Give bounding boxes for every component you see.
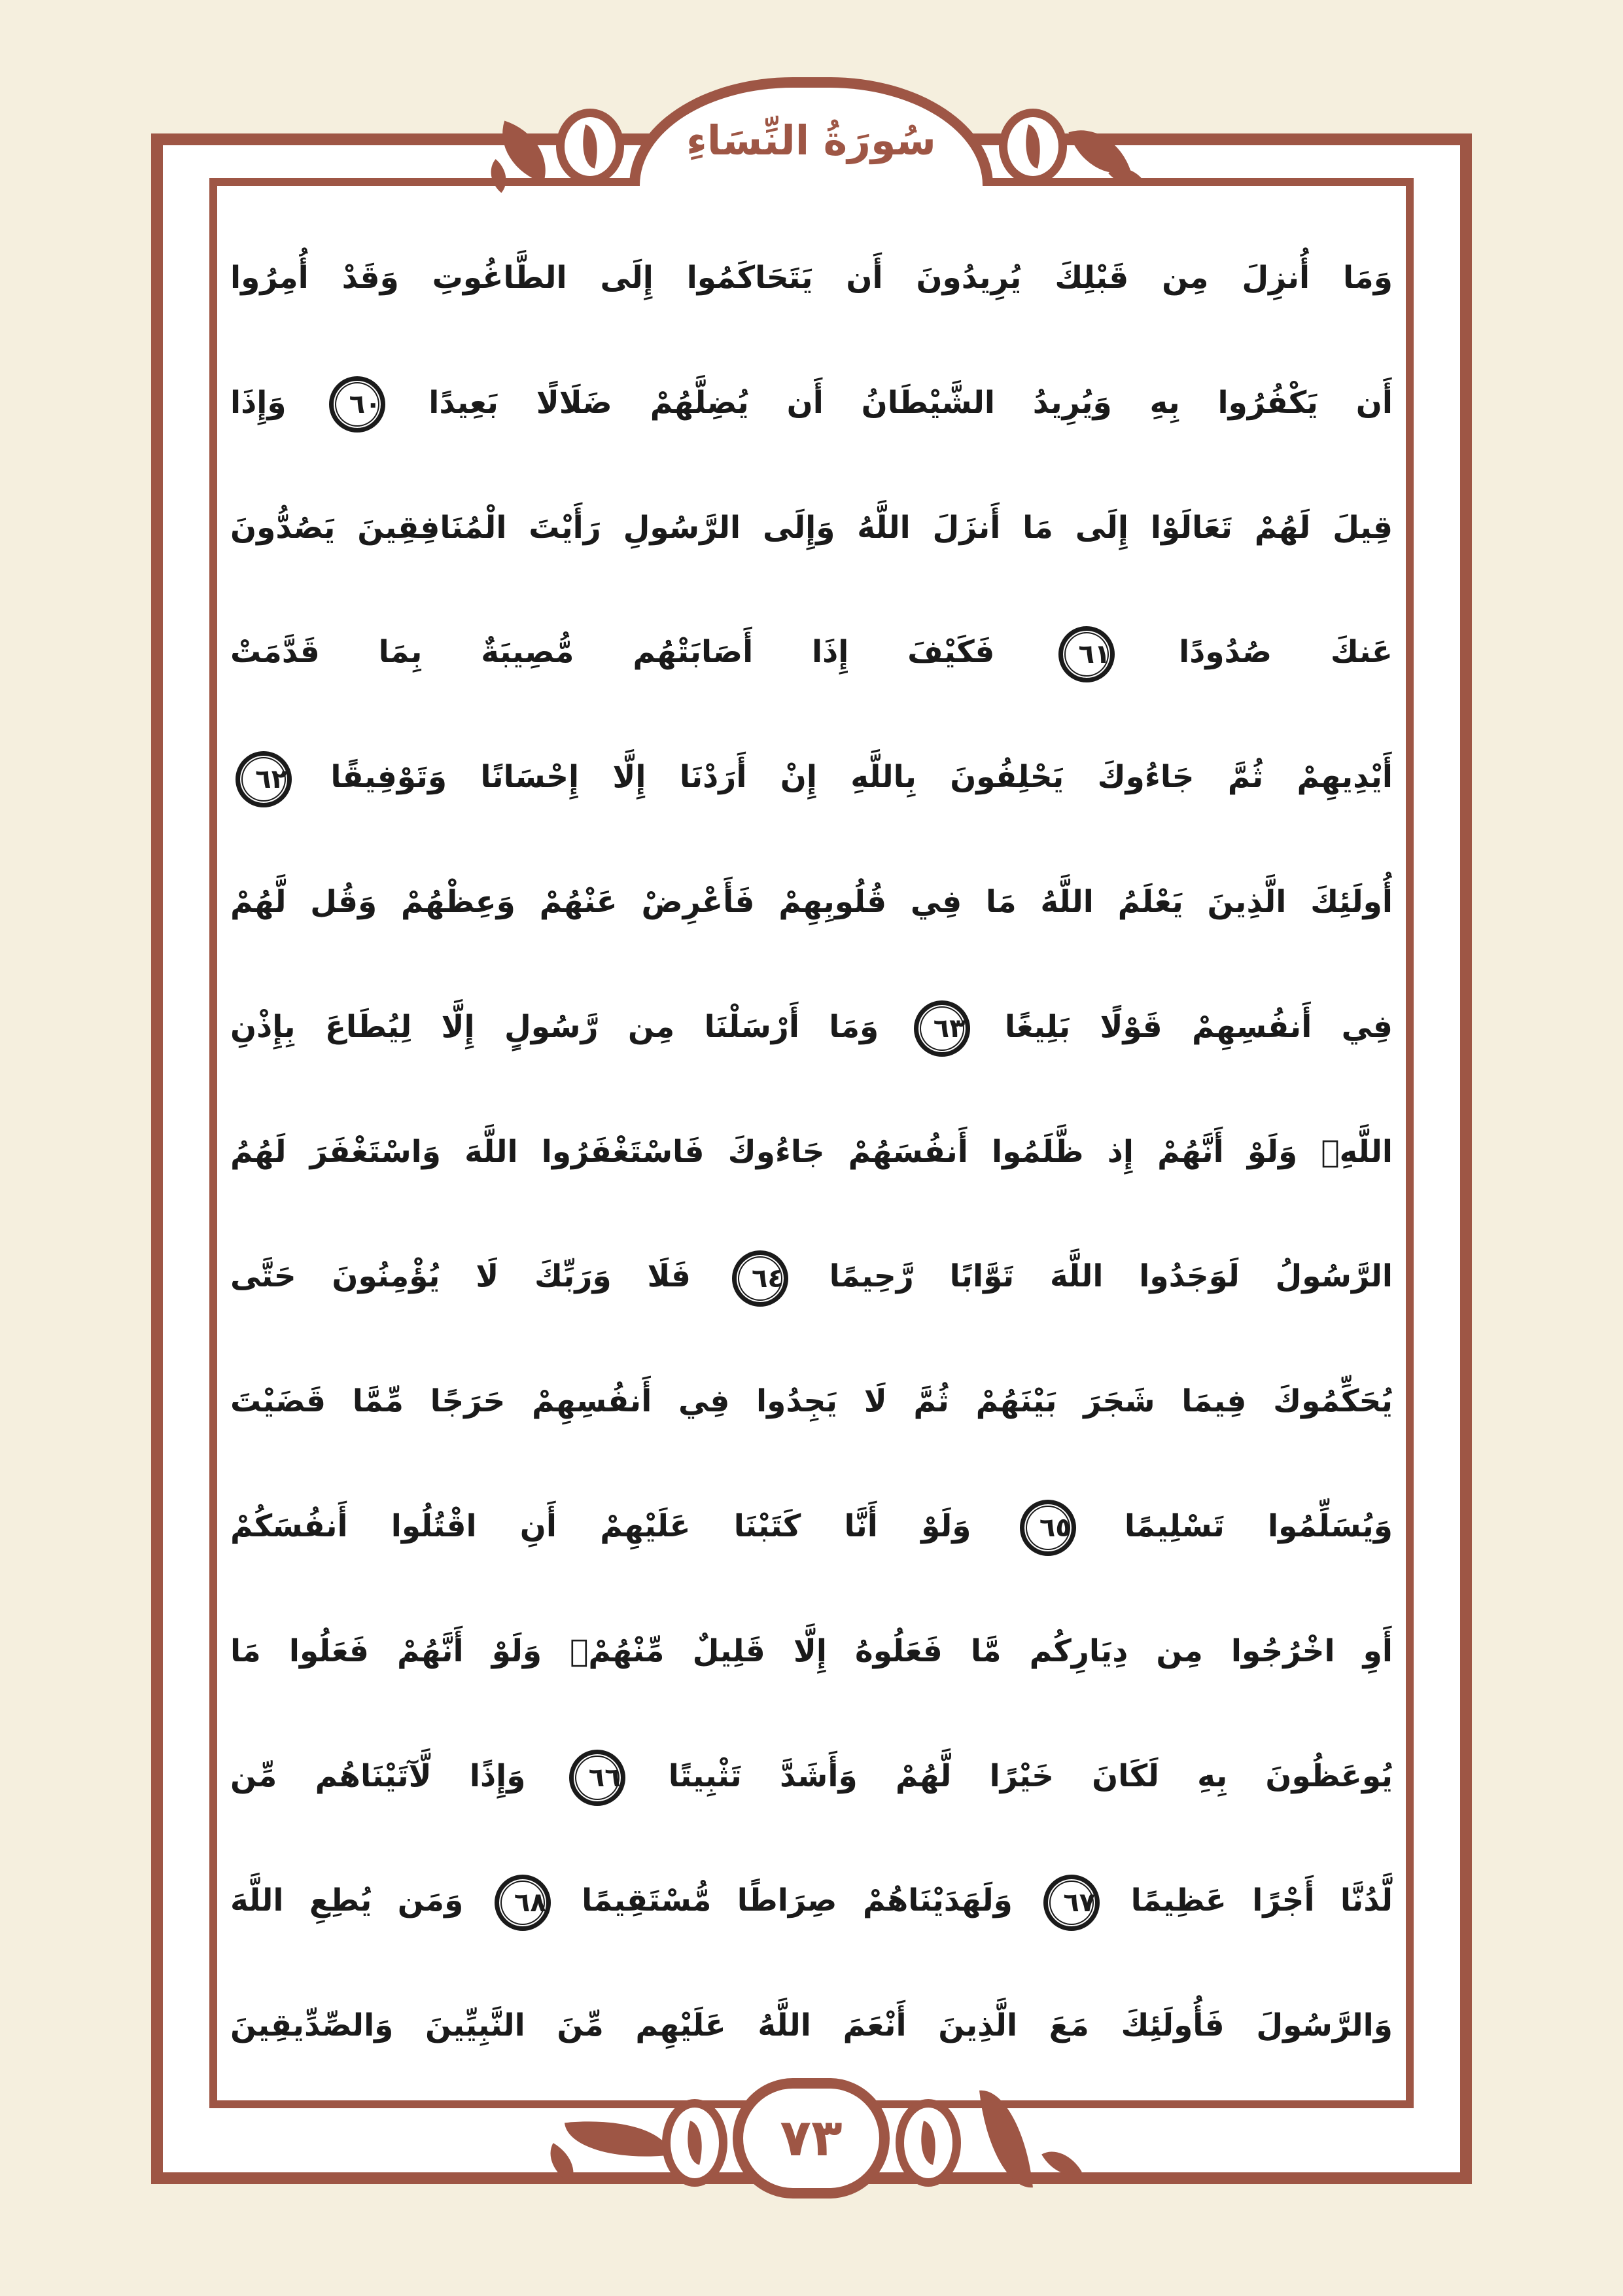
header-medallion-icon (999, 109, 1067, 185)
ayah-marker-٦٢: ٦٢ (236, 751, 292, 807)
quran-line-8 (230, 1090, 1393, 1215)
quran-text-segment: وَمَن يُطِعِ اللَّهَ (230, 1882, 464, 1919)
quran-line-3 (230, 466, 1393, 591)
ayah-marker-٦٨: ٦٨ (495, 1875, 551, 1931)
quran-text-segment: وَمَا أَرْسَلْنَا مِن رَّسُولٍ إِلَّا لِيُطَاعَ بِإِذْنِ (230, 1008, 879, 1045)
quran-line-14 (230, 1839, 1393, 1964)
quran-line-13 (230, 1714, 1393, 1839)
quran-text-block (230, 216, 1393, 2089)
quran-text-segment: فَكَيْفَ إِذَا أَصَابَتْهُم مُّصِيبَةٌ بِمَا قَدَّمَتْ (230, 634, 995, 671)
quran-line-10 (230, 1339, 1393, 1464)
quran-text-segment: اللَّهِۚ وَلَوْ أَنَّهُمْ إِذ ظَّلَمُوا أَنفُسَهُمْ جَاءُوكَ فَاسْتَغْفَرُوا اللَّهَ وَاسْتَغْفَرَ لَهُمُ (230, 1133, 1393, 1170)
quran-line-9 (230, 1214, 1393, 1339)
footer-medallion-icon (896, 2099, 961, 2187)
quran-text-segment: لَّدُنَّا أَجْرًا عَظِيمًا (1130, 1882, 1393, 1919)
quran-text-segment: عَنكَ صُدُودًا (1179, 634, 1393, 671)
quran-text-segment: وَإِذَا (230, 384, 287, 421)
page-number-cartouche (733, 2078, 890, 2199)
quran-text-segment: يُوعَظُونَ بِهِ لَكَانَ خَيْرًا لَّهُمْ وَأَشَدَّ تَثْبِيتًا (668, 1757, 1393, 1794)
quran-text-segment: أَن يَكْفُرُوا بِهِ وَيُرِيدُ الشَّيْطَانُ أَن يُضِلَّهُمْ ضَلَالًا بَعِيدًا (428, 384, 1393, 421)
quran-text-segment: يُحَكِّمُوكَ فِيمَا شَجَرَ بَيْنَهُمْ ثُمَّ لَا يَجِدُوا فِي أَنفُسِهِمْ حَرَجًا مِّمَّا قَضَيْتَ (230, 1383, 1393, 1420)
quran-line-2 (230, 341, 1393, 466)
quran-line-15 (230, 1964, 1393, 2089)
quran-text-segment: وَيُسَلِّمُوا تَسْلِيمًا (1124, 1508, 1393, 1544)
page-number: ٧٣ (780, 2109, 843, 2168)
header-medallion-icon (556, 109, 624, 185)
quran-line-6 (230, 840, 1393, 965)
quran-text-segment: وَإِذًا لَّآتَيْنَاهُم مِّن (230, 1757, 526, 1794)
ayah-marker-٦٧: ٦٧ (1043, 1875, 1100, 1931)
quran-text-segment: أُولَئِكَ الَّذِينَ يَعْلَمُ اللَّهُ مَا فِي قُلُوبِهِمْ فَأَعْرِضْ عَنْهُمْ وَعِظْهُمْ وَقُل لَّهُمْ (230, 883, 1393, 920)
ayah-marker-٦٥: ٦٥ (1020, 1500, 1076, 1556)
quran-line-1 (230, 216, 1393, 341)
quran-text-segment: أَيْدِيهِمْ ثُمَّ جَاءُوكَ يَحْلِفُونَ بِاللَّهِ إِنْ أَرَدْنَا إِلَّا إِحْسَانًا وَتَوْفِيقًا (330, 759, 1393, 796)
quran-line-7 (230, 965, 1393, 1090)
quran-text-segment: وَمَا أُنزِلَ مِن قَبْلِكَ يُرِيدُونَ أَن يَتَحَاكَمُوا إِلَى الطَّاغُوتِ وَقَدْ أُمِرُوا (230, 260, 1393, 296)
quran-line-4 (230, 590, 1393, 715)
ayah-marker-٦١: ٦١ (1058, 626, 1115, 682)
quran-text-segment: وَلَهَدَيْنَاهُمْ صِرَاطًا مُّسْتَقِيمًا (582, 1882, 1013, 1919)
quran-line-11 (230, 1464, 1393, 1589)
quran-text-segment: قِيلَ لَهُمْ تَعَالَوْا إِلَى مَا أَنزَلَ اللَّهُ وَإِلَى الرَّسُولِ رَأَيْتَ الْمُنَافِقِينَ يَصُدُّونَ (230, 509, 1393, 546)
quran-text-segment: وَلَوْ أَنَّا كَتَبْنَا عَلَيْهِمْ أَنِ اقْتُلُوا أَنفُسَكُمْ (230, 1508, 971, 1544)
quran-text-segment: أَوِ اخْرُجُوا مِن دِيَارِكُم مَّا فَعَلُوهُ إِلَّا قَلِيلٌ مِّنْهُمْۖ وَلَوْ أَنَّهُمْ فَعَلُوا مَا (230, 1633, 1393, 1669)
quran-text-segment: فِي أَنفُسِهِمْ قَوْلًا بَلِيغًا (1004, 1008, 1393, 1045)
quran-line-12 (230, 1589, 1393, 1714)
ayah-marker-٦٦: ٦٦ (569, 1750, 625, 1806)
quran-line-5 (230, 715, 1393, 840)
quran-text-segment: وَالرَّسُولَ فَأُولَئِكَ مَعَ الَّذِينَ أَنْعَمَ اللَّهُ عَلَيْهِم مِّنَ النَّبِيِّينَ وَالصِّدِّيقِينَ (230, 2007, 1393, 2044)
surah-title-cartouche (629, 77, 993, 186)
quran-text-segment: الرَّسُولُ لَوَجَدُوا اللَّهَ تَوَّابًا رَّحِيمًا (829, 1258, 1393, 1295)
ayah-marker-٦٣: ٦٣ (914, 1000, 970, 1057)
surah-title: سُورَةُ النِّسَاءِ (686, 116, 936, 164)
ayah-marker-٦٠: ٦٠ (329, 376, 385, 433)
ayah-marker-٦٤: ٦٤ (732, 1250, 788, 1307)
footer-medallion-icon (662, 2099, 727, 2187)
quran-text-segment: فَلَا وَرَبِّكَ لَا يُؤْمِنُونَ حَتَّى (230, 1258, 691, 1295)
